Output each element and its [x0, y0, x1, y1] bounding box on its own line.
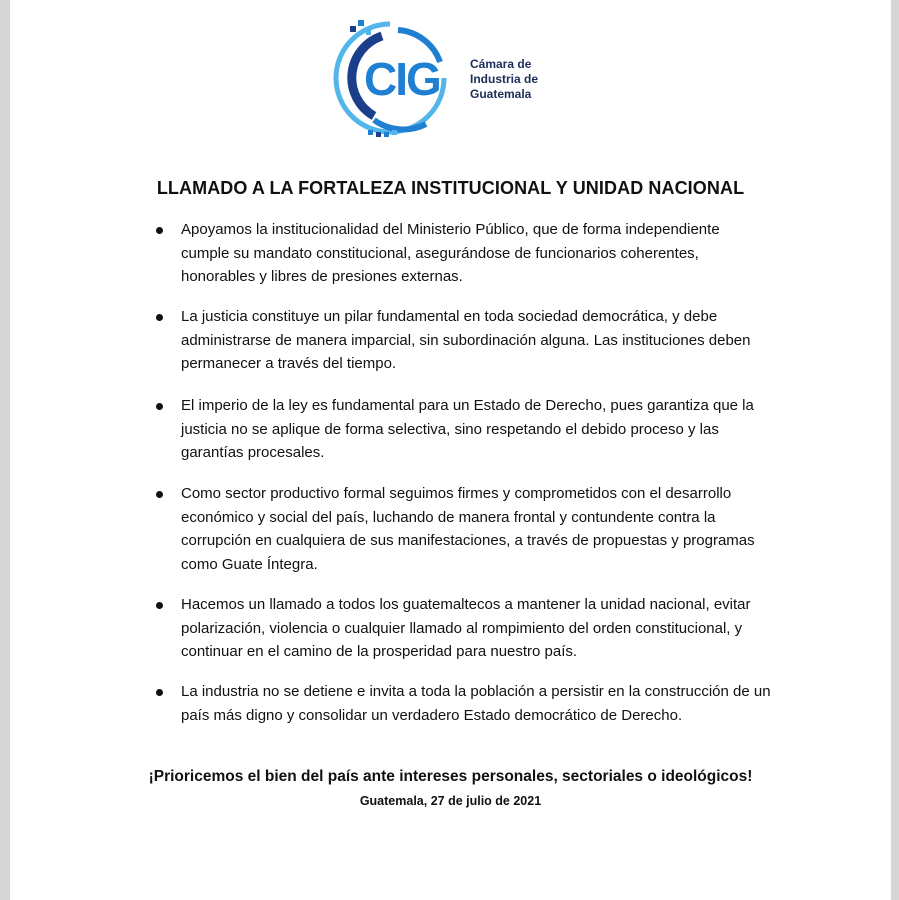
- org-name: [470, 57, 570, 102]
- bullet-dot-icon: [156, 314, 163, 321]
- org-name-line-3: Guatemala: [470, 87, 532, 101]
- statement-text: Apoyamos la institucionalidad del Ministerio Público, que de forma independiente cumple su mandato constitucional, asegurándose de funcionarios coherentes, honorables y libres de presiones externas.: [181, 221, 720, 285]
- bullet-dot-icon: [156, 602, 163, 609]
- statement-text: La justicia constituye un pilar fundamental en toda sociedad democrática, y debe administrarse de manera imparcial, sin subordinación alguna. Las instituciones deben permanecer a través del tiempo.: [181, 308, 751, 372]
- bullet-dot-icon: [156, 227, 163, 234]
- logo-acronym: CIG: [364, 53, 440, 105]
- closing-statement: ¡Prioricemos el bien del país ante intereses personales, sectoriales o ideológicos!: [148, 768, 753, 785]
- org-name-line-1: Cámara de: [470, 57, 532, 71]
- statement-text: La industria no se detiene e invita a toda la población a persistir en la construcción de un país más digno y consolidar un verdadero Estado democrático de Derecho.: [181, 683, 771, 724]
- cig-logo-emblem: [328, 12, 468, 142]
- bullet-dot-icon: [156, 689, 163, 696]
- bullet-dot-icon: [156, 403, 163, 410]
- document-title: LLAMADO A LA FORTALEZA INSTITUCIONAL Y UNIDAD NACIONAL: [156, 178, 745, 198]
- left-margin-strip: [0, 0, 10, 900]
- statement-text: El imperio de la ley es fundamental para un Estado de Derecho, pues garantiza que la justicia no se aplique de forma selectiva, sino respetando el debido proceso y las garantías procesales.: [181, 397, 754, 461]
- statement-text: Como sector productivo formal seguimos firmes y comprometidos con el desarrollo económico y social del país, luchando de manera frontal y contundente contra la corrupción en cualquiera de sus manifestaciones, a través de propuestas y programas como Guate Íntegra.: [181, 485, 755, 573]
- statement-text: Hacemos un llamado a todos los guatemaltecos a mantener la unidad nacional, evitar polarización, violencia o cualquier llamado al rompimiento del orden constitucional, y continuar en el camino de la prosperidad para nuestro país.: [181, 596, 751, 660]
- document-page: [10, 0, 891, 900]
- right-margin-strip: [891, 0, 899, 900]
- dateline: Guatemala, 27 de julio de 2021: [359, 794, 542, 808]
- bullet-dot-icon: [156, 491, 163, 498]
- cig-logo: [328, 12, 568, 142]
- org-name-line-2: Industria de: [470, 72, 539, 86]
